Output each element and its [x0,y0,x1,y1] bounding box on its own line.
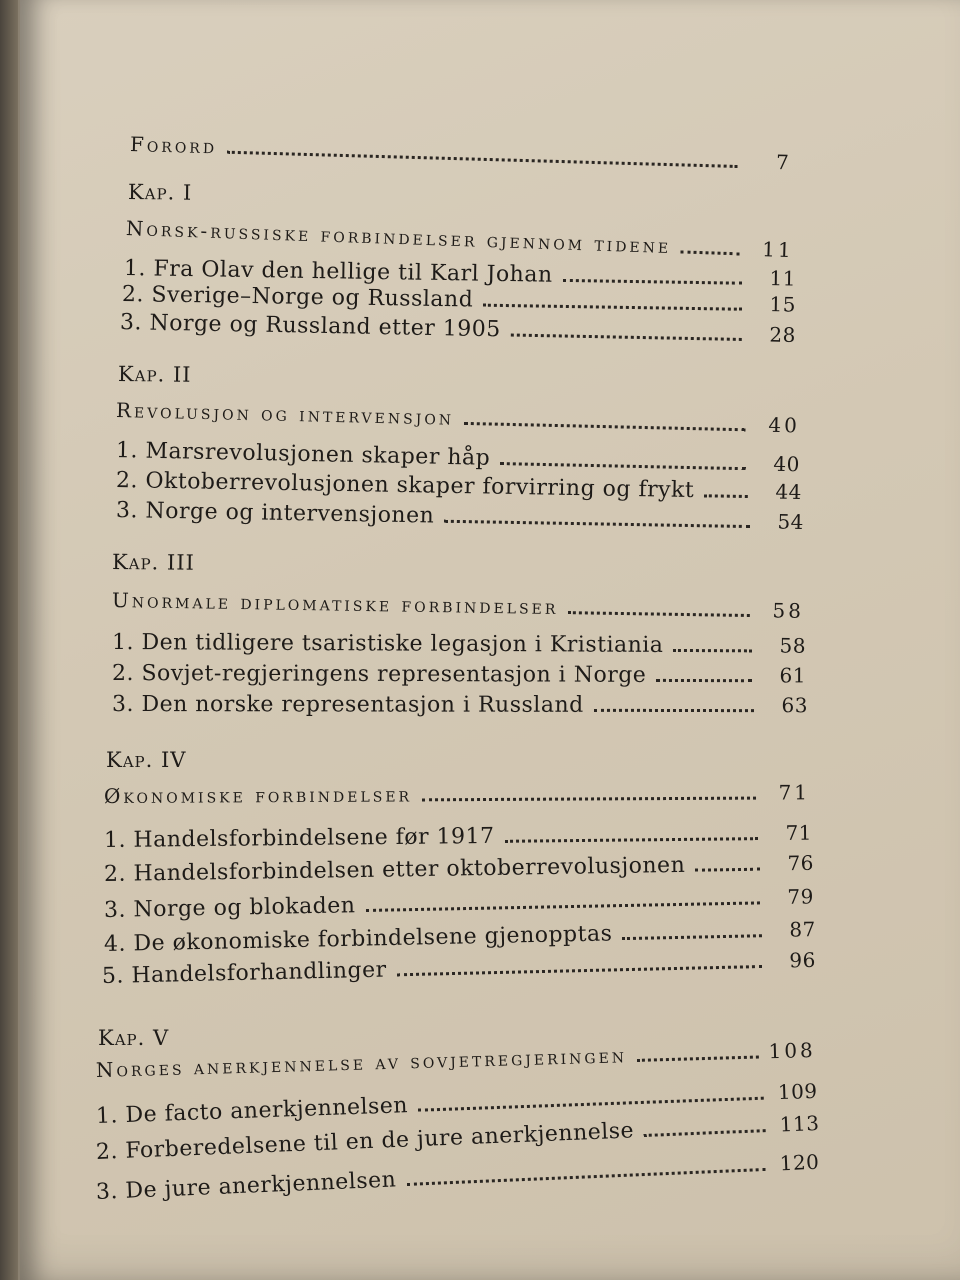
toc-entry-text: 2. Oktoberrevolusjonen skaper forvirring og frykt [115,468,695,504]
toc-kap4-page: 71 [778,780,811,805]
toc-entry-page: 40 [773,451,801,477]
toc-kap2-page: 40 [768,412,801,438]
toc-kap1-title [126,216,794,263]
chapter-label-1 [128,180,193,205]
toc-leader [681,250,740,255]
toc-entry-page: 61 [779,663,807,688]
toc-entry-page: 109 [777,1078,818,1105]
toc-entry-page: 11 [769,266,797,291]
toc-leader [594,709,754,712]
toc-entry-page: 96 [789,947,817,973]
toc-leader [227,151,738,168]
toc-kap1-title-text: Norsk-russiske forbindelser gjennom tidene [125,216,672,259]
toc-leader [568,611,750,617]
toc-leader [644,1129,766,1137]
toc-entry [104,851,814,887]
toc-leader [656,679,752,682]
toc-leader [673,649,752,652]
toc-leader [637,1055,759,1061]
toc-kap3-title [112,588,804,624]
toc-leader [483,304,742,311]
toc-entry-page: 120 [779,1149,820,1176]
toc-leader [422,797,756,802]
chapter-label-5 [98,1026,169,1050]
toc-leader [511,334,742,341]
toc-entry-page: 76 [787,850,815,876]
toc-entry-text: 1. Marsrevolusjonen skaper håp [115,438,491,471]
chapter-label-2 [118,362,192,387]
toc-leader [505,837,758,843]
toc-entry-page: 113 [779,1110,820,1137]
toc-leader [695,868,760,872]
chapter-label-3 [112,550,195,575]
toc-leader [366,901,760,912]
toc-entry-text: 4. De økonomiske forbindelsene gjenopptas [103,921,613,957]
toc-entry-text: 1. De facto anerkjennelsen [95,1093,409,1129]
toc-entry [112,692,808,718]
toc-entry [112,630,806,659]
toc-leader [563,279,742,285]
toc-entry-page: 54 [777,509,805,535]
toc-entry [104,821,812,853]
toc-leader [622,934,762,940]
toc-entry [104,884,814,923]
toc-kap4-title-text: Økonomiske forbindelser [103,782,413,808]
toc-entry-page: 28 [769,322,797,347]
toc-kap3-title-text: Unormale diplomatiske forbindelser [111,588,559,620]
toc-leader [464,422,746,431]
toc-entry-text: 3. De jure anerkjennelsen [95,1167,397,1205]
toc-kap3-page: 58 [772,598,805,623]
toc-entry-page: 63 [781,693,809,718]
toc-entry-page: 71 [785,820,813,845]
toc-entry-text: 3. Norge og Russland etter 1905 [119,310,502,343]
chapter-label-2-text: Kap. II [117,362,192,387]
chapter-label-5-text: Kap. V [98,1026,170,1050]
toc-entry-text: 3. Norge og blokaden [103,893,356,923]
toc-entry-text: 1. Handelsforbindelsene før 1917 [103,823,495,853]
chapter-label-4 [106,748,186,772]
toc-leader [704,494,748,498]
toc-kap5-title [96,1038,816,1083]
toc-kap1-page: 11 [761,237,795,263]
chapter-label-3-text: Kap. III [111,550,195,575]
toc-entry-text: 2. Sovjet-regjeringens representasjon i Norge [111,661,647,688]
toc-entry-text: 1. Fra Olav den hellige til Karl Johan [123,256,553,288]
toc-entry [116,498,804,535]
toc-entry-page: 44 [775,479,803,504]
toc-entry-text: 2. Forberedelsene til en de jure anerkjennelse [95,1118,635,1165]
toc-kap5-title-text: Norges anerkjennelse av sovjetregjeringen [95,1043,628,1082]
toc-entry-page: 15 [769,292,797,317]
toc-leader [444,520,750,528]
toc-entry-text: 1. Den tidligere tsaristiske legasjon i Kristiania [111,630,664,658]
chapter-label-1-text: Kap. I [127,180,193,205]
toc-entry-page: 87 [789,917,817,942]
toc-entry-text: 5. Handelsforhandlinger [101,957,387,989]
toc-entry-text: 2. Handelsforbindelsen etter oktoberrevolusjonen [103,852,686,887]
toc-entry-text: 2. Sverige–Norge og Russland [121,282,474,313]
chapter-label-4-text: Kap. IV [106,748,187,772]
toc-leader [500,462,746,470]
toc-entry-page: 79 [787,884,815,909]
toc-kap5-page: 108 [768,1037,817,1064]
toc-leader [418,1097,764,1112]
toc-leader [406,1168,765,1186]
toc-kap2-title [116,398,800,439]
toc-kap2-title-text: Revolusjon og intervensjon [115,398,455,430]
toc-entry-text: 3. Norge og intervensjonen [115,498,435,529]
toc-entry-text: 3. Den norske representasjon i Russland [111,692,584,718]
toc-entry [112,661,806,688]
toc-forord [130,132,792,175]
toc-forord-title: Forord [129,132,218,159]
toc-entry-page: 58 [779,633,807,658]
toc-leader [397,965,762,976]
toc-kap4-title [104,780,810,809]
toc-forord-page: 7 [775,150,793,175]
